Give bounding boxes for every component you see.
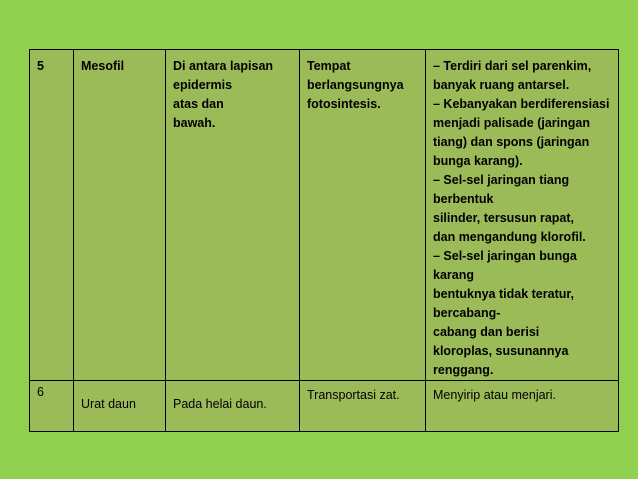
structure-line: berbentuk	[433, 192, 494, 206]
structure-line: kloroplas, susunannya	[433, 344, 569, 358]
function-cell	[300, 381, 426, 432]
function-line: Tempat	[307, 59, 351, 73]
structure-line: banyak ruang antarsel.	[433, 78, 570, 92]
location-line: Pada helai daun.	[173, 397, 267, 411]
structure-line: – Kebanyakan berdiferensiasi	[433, 97, 610, 111]
part-name: Mesofil	[81, 59, 125, 73]
structure-line: menjadi palisade (jaringan	[433, 116, 590, 130]
row-number-cell	[30, 50, 74, 381]
location-cell	[166, 381, 300, 432]
structure-line: cabang dan berisi	[433, 325, 540, 339]
structure-line: karang	[433, 268, 474, 282]
structure-line: tiang) dan spons (jaringan	[433, 135, 590, 149]
part-name: Urat daun	[81, 397, 136, 411]
structure-line: – Terdiri dari sel parenkim,	[433, 59, 592, 73]
row-number-cell	[30, 381, 74, 432]
location-line: atas dan	[173, 97, 224, 111]
structure-line: – Sel-sel jaringan bunga	[433, 249, 577, 263]
location-line: Di antara lapisan	[173, 59, 274, 73]
location-cell	[166, 50, 300, 381]
part-name-cell	[74, 50, 166, 381]
table-row	[30, 50, 619, 381]
part-name-cell	[74, 381, 166, 432]
structure-line: – Sel-sel jaringan tiang	[433, 173, 570, 187]
structure-cell	[426, 381, 619, 432]
function-line: Transportasi zat.	[307, 388, 400, 402]
structure-line: Menyirip atau menjari.	[433, 388, 556, 402]
location-line: epidermis	[173, 78, 233, 92]
row-number: 5	[37, 59, 44, 73]
location-line: bawah.	[173, 116, 216, 130]
structure-line: bunga karang).	[433, 154, 523, 168]
structure-cell	[426, 50, 619, 381]
structure-line: dan mengandung klorofil.	[433, 230, 586, 244]
function-line: fotosintesis.	[307, 97, 381, 111]
leaf-structure-table	[29, 49, 619, 432]
function-line: berlangsungnya	[307, 78, 404, 92]
structure-line: bercabang-	[433, 306, 501, 320]
row-number: 6	[37, 385, 44, 399]
structure-line: silinder, tersusun rapat,	[433, 211, 575, 225]
structure-line: renggang.	[433, 363, 494, 377]
table-row	[30, 381, 619, 432]
function-cell	[300, 50, 426, 381]
structure-line: bentuknya tidak teratur,	[433, 287, 575, 301]
